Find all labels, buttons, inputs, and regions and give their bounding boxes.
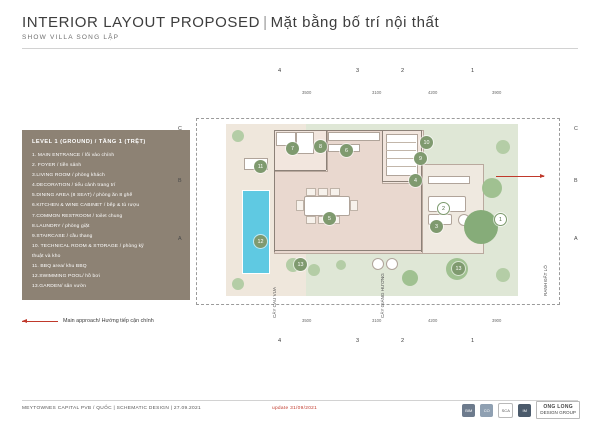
tree bbox=[402, 270, 418, 286]
legend-item: 1. MAIN ENTRANCE / lối vào chính bbox=[32, 153, 115, 158]
plan-marker[interactable]: 6 bbox=[340, 144, 353, 157]
legend-item: 10. TECHNICAL ROOM & STORAGE / phòng kỹ bbox=[32, 243, 144, 249]
sheet-header bbox=[22, 14, 439, 41]
plan-marker[interactable]: 10 bbox=[420, 136, 433, 149]
stair-tread bbox=[386, 158, 416, 159]
grid-label-right: A bbox=[574, 236, 578, 242]
plan-marker[interactable]: 5 bbox=[323, 212, 336, 225]
chair bbox=[350, 200, 358, 211]
plan-marker[interactable]: 1 bbox=[494, 213, 507, 226]
footer-chip: SCA bbox=[498, 403, 513, 418]
shrub bbox=[308, 264, 320, 276]
dimension-top: 3500 bbox=[302, 90, 312, 95]
legend-item: 7.COMMON RESTROOM / toilet chung bbox=[32, 213, 123, 219]
shrub bbox=[232, 278, 244, 290]
studio-logo bbox=[536, 401, 580, 419]
tv-cabinet bbox=[428, 176, 470, 184]
staircase bbox=[386, 134, 418, 176]
legend-item: 5.DINING AREA (8 SEAT) / phòng ăn 8 ghế bbox=[32, 193, 133, 199]
footer-chip: BIM bbox=[462, 404, 475, 417]
grid-label-bottom: 3 bbox=[356, 338, 360, 344]
grid-label-bottom: 2 bbox=[401, 338, 405, 344]
shrub bbox=[232, 130, 244, 142]
tree bbox=[464, 210, 498, 244]
footer-chip: CO bbox=[480, 404, 493, 417]
chair bbox=[296, 200, 304, 211]
plan-marker[interactable]: 13 bbox=[294, 258, 307, 271]
kitchen-counter bbox=[328, 132, 380, 141]
tree bbox=[482, 178, 502, 198]
plan-marker[interactable]: 4 bbox=[409, 174, 422, 187]
wall bbox=[274, 170, 326, 171]
footer-project-info: MEYTOWNES CAPITAL PVB / QUỐC | SCHEMATIC DESIGN | 27.09.2021 bbox=[22, 406, 201, 411]
legend-item: 9.STAIRCASE / cầu thang bbox=[32, 233, 93, 239]
wc-fixture bbox=[372, 258, 384, 270]
shrub bbox=[496, 268, 510, 282]
dimension-bottom: 4200 bbox=[428, 318, 438, 323]
grid-label-left: B bbox=[178, 178, 182, 184]
dimension-bottom: 3100 bbox=[372, 318, 382, 323]
wall bbox=[274, 250, 422, 251]
legend-panel bbox=[22, 130, 190, 300]
dimension-bottom: 3900 bbox=[492, 318, 502, 323]
legend-item: 3.LIVING ROOM / phòng khách bbox=[32, 173, 105, 179]
approach-note bbox=[22, 318, 154, 324]
legend-list bbox=[32, 151, 180, 292]
chair bbox=[318, 188, 328, 196]
legend-item: 4.DECORATION / tiểu cảnh trang trí bbox=[32, 183, 116, 189]
chair bbox=[306, 188, 316, 196]
header-divider bbox=[22, 48, 578, 49]
studio-logo-name: ONG LONG bbox=[543, 404, 573, 410]
wall bbox=[382, 130, 383, 182]
legend-item: thuật và kho bbox=[32, 253, 61, 259]
chair bbox=[306, 216, 316, 224]
annotation-bottom: CÂY GIÁNG HƯƠNG bbox=[380, 273, 385, 318]
legend-item: 12.SWIMMING POOL/ hồ bơi bbox=[32, 274, 100, 280]
grid-label-left: A bbox=[178, 236, 182, 242]
footer-update: update 31/09/2021 bbox=[272, 406, 318, 411]
legend-title: LEVEL 1 (GROUND) / TẦNG 1 (TRỆT) bbox=[32, 139, 146, 145]
plan-marker[interactable]: 11 bbox=[254, 160, 267, 173]
chair bbox=[330, 188, 340, 196]
grid-label-top: 1 bbox=[471, 68, 475, 74]
grid-label-bottom: 4 bbox=[278, 338, 282, 344]
shrub bbox=[496, 140, 510, 154]
approach-arrow bbox=[496, 176, 544, 177]
legend-item: 6.KITCHEN & WINE CABINET / bếp & tủ rượu bbox=[32, 203, 140, 209]
wall bbox=[274, 130, 275, 252]
page-subtitle: SHOW VILLA SONG LẬP bbox=[22, 34, 120, 41]
legend-item: 8.LAUNDRY / phòng giặt bbox=[32, 223, 90, 229]
plan-marker[interactable]: 13 bbox=[452, 262, 465, 275]
arrow-icon bbox=[22, 318, 58, 324]
footer-logos bbox=[462, 401, 580, 419]
grid-label-right: C bbox=[574, 126, 578, 132]
shrub bbox=[336, 260, 346, 270]
grid-label-left: C bbox=[178, 126, 182, 132]
dimension-bottom: 3500 bbox=[302, 318, 312, 323]
annotation-right: RANH ĐẤT LÔ bbox=[543, 265, 548, 296]
grid-label-right: B bbox=[574, 178, 578, 184]
restroom-fixture bbox=[296, 132, 314, 154]
floor-plan bbox=[196, 118, 558, 303]
grid-label-bottom: 1 bbox=[471, 338, 475, 344]
wall bbox=[326, 130, 327, 170]
footer-chip: IM bbox=[518, 404, 531, 417]
swimming-pool bbox=[242, 190, 270, 274]
plan-marker[interactable]: 3 bbox=[430, 220, 443, 233]
plan-marker[interactable]: 9 bbox=[414, 152, 427, 165]
plan-marker[interactable]: 7 bbox=[286, 142, 299, 155]
legend-item: 11. BBQ area/ khu BBQ bbox=[32, 264, 87, 270]
page-title: INTERIOR LAYOUT PROPOSED | Mặt bằng bố trí nội thất bbox=[22, 14, 440, 31]
plan-marker[interactable]: 12 bbox=[254, 235, 267, 248]
studio-logo-sub: DESIGN GROUP bbox=[540, 410, 576, 415]
dimension-top: 3900 bbox=[492, 90, 502, 95]
dimension-top: 4200 bbox=[428, 90, 438, 95]
stair-tread bbox=[386, 142, 416, 143]
stair-tread bbox=[386, 150, 416, 151]
approach-label: Main approach/ Hướng tiếp cận chính bbox=[63, 318, 154, 324]
legend-item: 2. FOYER / tiền sảnh bbox=[32, 163, 82, 169]
plan-marker[interactable]: 8 bbox=[314, 140, 327, 153]
grid-label-top: 4 bbox=[278, 68, 282, 74]
plan-marker[interactable]: 2 bbox=[437, 202, 450, 215]
grid-label-top: 2 bbox=[401, 68, 405, 74]
legend-item: 13.GARDEN/ sân vườn bbox=[32, 284, 87, 290]
wall bbox=[421, 130, 422, 252]
annotation-bottom: CÂY CAU VUA bbox=[272, 286, 277, 318]
wc-fixture bbox=[386, 258, 398, 270]
grid-label-top: 3 bbox=[356, 68, 360, 74]
stair-tread bbox=[386, 166, 416, 167]
dimension-top: 3100 bbox=[372, 90, 382, 95]
